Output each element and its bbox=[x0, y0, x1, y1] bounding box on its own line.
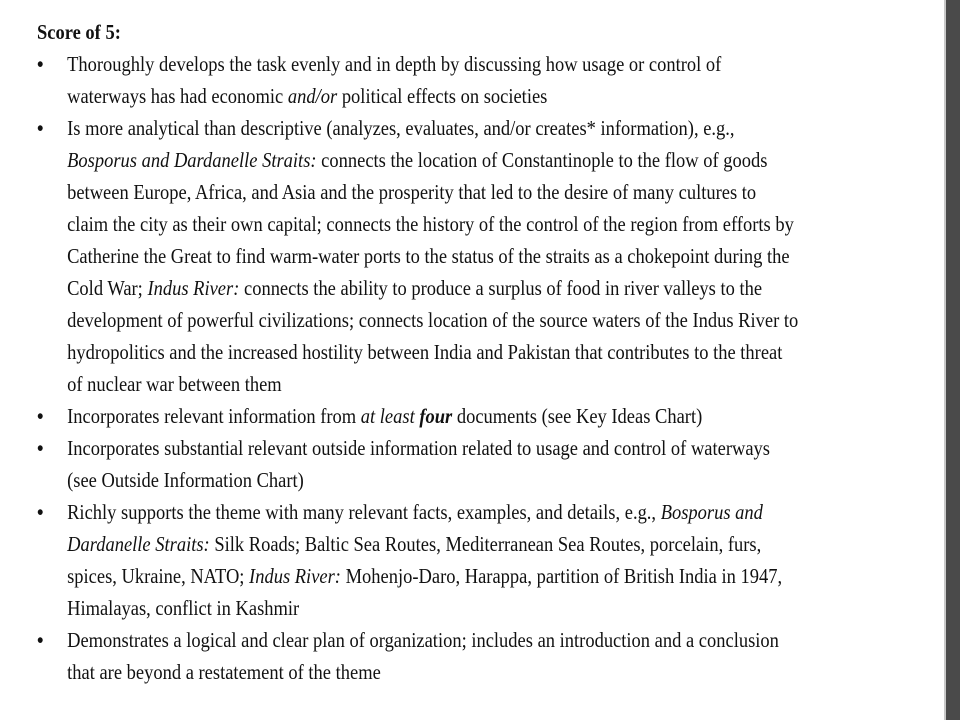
criteria-text: connects the ability to produce a surplus of food in river valleys to the bbox=[239, 276, 763, 300]
criteria-text: Himalayas, conflict in Kashmir bbox=[67, 596, 300, 620]
criteria-item bbox=[37, 496, 897, 624]
vertical-scrollbar[interactable] bbox=[946, 0, 960, 720]
criteria-text: Bosporus and bbox=[660, 500, 763, 524]
criteria-line bbox=[67, 496, 897, 528]
criteria-text: of nuclear war between them bbox=[67, 372, 282, 396]
criteria-line bbox=[67, 240, 897, 272]
criteria-text: Thoroughly develops the task evenly and in depth by discussing how usage or control of bbox=[67, 52, 722, 76]
criteria-line bbox=[67, 144, 897, 176]
criteria-line bbox=[67, 368, 897, 400]
criteria-line bbox=[67, 432, 897, 464]
bullet-icon: • bbox=[37, 116, 44, 140]
criteria-text: Mohenjo-Daro, Harappa, partition of British India in 1947, bbox=[340, 564, 783, 588]
bullet-icon: • bbox=[37, 500, 44, 524]
criteria-text: at least bbox=[360, 404, 415, 428]
criteria-text: hydropolitics and the increased hostility between India and Pakistan that contributes to the threat bbox=[67, 340, 783, 364]
criteria-text: Catherine the Great to find warm-water ports to the status of the straits as a chokepoint during the bbox=[67, 244, 790, 268]
criteria-line bbox=[67, 176, 897, 208]
criteria-text: Is more analytical than descriptive (analyzes, evaluates, and/or creates* information), e.g., bbox=[67, 116, 735, 140]
criteria-line bbox=[67, 48, 897, 80]
criteria-text: Dardanelle Straits: bbox=[67, 532, 210, 556]
criteria-text: Richly supports the theme with many relevant facts, examples, and details, e.g., bbox=[67, 500, 661, 524]
criteria-text: between Europe, Africa, and Asia and the prosperity that led to the desire of many cultures to bbox=[67, 180, 757, 204]
criteria-line bbox=[67, 112, 897, 144]
criteria-line bbox=[67, 336, 897, 368]
criteria-text: development of powerful civilizations; connects location of the source waters of the Indus River to bbox=[67, 308, 799, 332]
bullet-icon: • bbox=[37, 436, 44, 460]
criteria-text: Indus River: bbox=[249, 564, 341, 588]
bullet-icon: • bbox=[37, 628, 44, 652]
criteria-item bbox=[37, 432, 897, 496]
criteria-line bbox=[67, 464, 897, 496]
criteria-text: political effects on societies bbox=[337, 84, 548, 108]
criteria-line bbox=[67, 80, 897, 112]
criteria-item bbox=[37, 624, 897, 688]
criteria-item bbox=[37, 400, 897, 432]
criteria-text: Indus River: bbox=[147, 276, 240, 300]
criteria-line bbox=[67, 528, 897, 560]
criteria-line bbox=[67, 560, 897, 592]
criteria-line bbox=[67, 592, 897, 624]
criteria-text: Incorporates substantial relevant outside information related to usage and control of waterways bbox=[67, 436, 771, 460]
criteria-line bbox=[67, 304, 897, 336]
criteria-text: spices, Ukraine, NATO; bbox=[67, 564, 250, 588]
criteria-text: documents (see Key Ideas Chart) bbox=[452, 404, 703, 428]
criteria-text: Cold War; bbox=[67, 276, 148, 300]
criteria-text: connects the location of Constantinople to the flow of goods bbox=[316, 148, 768, 172]
criteria-item bbox=[37, 48, 897, 112]
criteria-text: claim the city as their own capital; connects the history of the control of the region from efforts by bbox=[67, 212, 794, 236]
criteria-line bbox=[67, 208, 897, 240]
criteria-text: waterways has had economic bbox=[67, 84, 288, 108]
criteria-text: Incorporates relevant information from bbox=[67, 404, 361, 428]
criteria-text: that are beyond a restatement of the theme bbox=[67, 660, 381, 684]
criteria-text: Silk Roads; Baltic Sea Routes, Mediterranean Sea Routes, porcelain, furs, bbox=[209, 532, 762, 556]
rubric-heading: Score of 5: bbox=[37, 20, 121, 44]
bullet-icon: • bbox=[37, 52, 44, 76]
criteria-text: Bosporus and Dardanelle Straits: bbox=[67, 148, 317, 172]
criteria-text: and/or bbox=[287, 84, 338, 108]
criteria-line bbox=[67, 400, 897, 432]
criteria-list bbox=[37, 48, 897, 688]
criteria-text: Demonstrates a logical and clear plan of organization; includes an introduction and a conclusion bbox=[67, 628, 779, 652]
criteria-line bbox=[67, 656, 897, 688]
criteria-line bbox=[67, 624, 897, 656]
criteria-item bbox=[37, 112, 897, 400]
criteria-text: four bbox=[419, 404, 453, 428]
bullet-icon: • bbox=[37, 404, 44, 428]
criteria-text: (see Outside Information Chart) bbox=[67, 468, 304, 492]
rubric-content bbox=[37, 16, 897, 688]
criteria-line bbox=[67, 272, 897, 304]
